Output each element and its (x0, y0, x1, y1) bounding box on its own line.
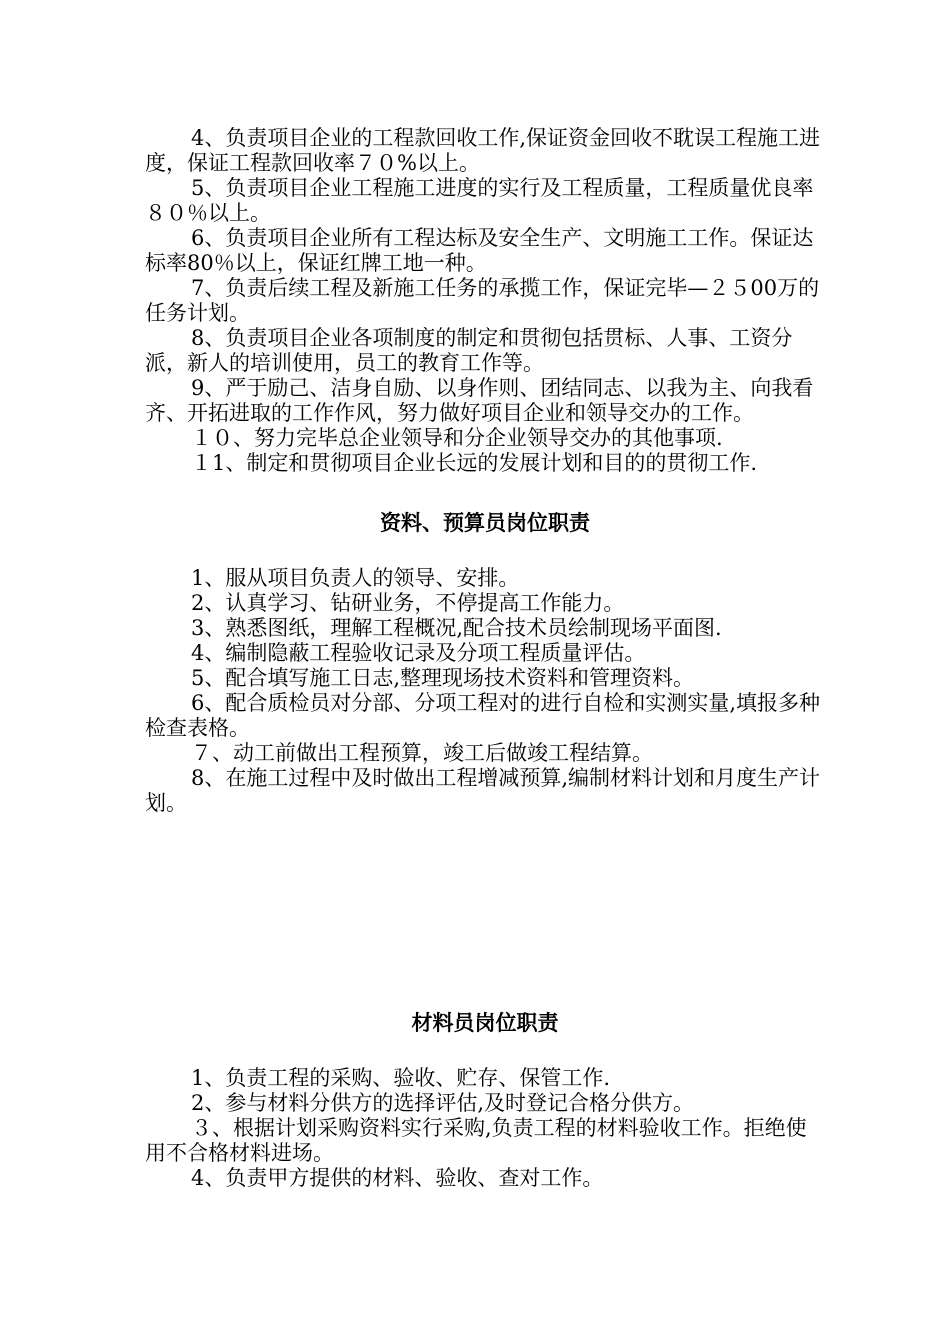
duty-item: 5、负责项目企业工程施工进度的实行及工程质量，工程质量优良率８０％以上。 (145, 176, 814, 225)
duty-item: 6、负责项目企业所有工程达标及安全生产、文明施工工作。保证达标率80％以上，保证红牌工地一种。 (145, 226, 814, 275)
duty-item: 7、负责后续工程及新施工任务的承揽工作，保证完毕—２５00万的任务计划。 (145, 276, 820, 325)
duty-item: ３、根据计划采购资料实行采购,负责工程的材料验收工作。拒绝使用不合格材料进场。 (145, 1116, 807, 1165)
duty-item: 4、编制隐蔽工程验收记录及分项工程质量评估。 (191, 641, 646, 665)
duty-item: 6、配合质检员对分部、分项工程对的进行自检和实测实量,填报多种检查表格。 (145, 691, 821, 740)
duty-item: 8、负责项目企业各项制度的制定和贯彻包括贯标、人事、工资分派，新人的培训使用，员工的教育工作等。 (145, 326, 793, 375)
duty-item: 1、服从项目负责人的领导、安排。 (191, 566, 520, 590)
document-page (145, 120, 825, 1191)
duty-item: 5、配合填写施工日志,整理现场技术资料和管理资料。 (191, 666, 695, 690)
duty-item: １０、努力完毕总企业领导和分企业领导交办的其他事项. (191, 426, 723, 450)
duty-item: ７、动工前做出工程预算，竣工后做竣工程结算。 (191, 741, 653, 765)
section-project-manager-duties (145, 126, 825, 476)
duty-item: 4、负责项目企业的工程款回收工作,保证资金回收不耽误工程施工进度，保证工程款回收率７０%以上。 (145, 126, 821, 175)
duty-item: 3、熟悉图纸，理解工程概况,配合技术员绘制现场平面图. (191, 616, 722, 640)
duty-item: 8、在施工过程中及时做出工程增减预算,编制材料计划和月度生产计划。 (145, 766, 821, 815)
section-materials-duties (145, 1066, 825, 1191)
section-heading-data-budget: 资料、预算员岗位职责 (380, 511, 590, 535)
duty-item: 2、参与材料分供方的选择评估,及时登记合格分供方。 (191, 1091, 695, 1115)
duty-item: 2、认真学习、钻研业务，不停提高工作能力。 (191, 591, 625, 615)
duty-item: １1、制定和贯彻项目企业长远的发展计划和目的的贯彻工作. (191, 451, 758, 475)
duty-item: 1、负责工程的采购、验收、贮存、保管工作. (191, 1066, 611, 1090)
section-data-budget-duties (145, 566, 825, 816)
section-heading-materials: 材料员岗位职责 (411, 1011, 559, 1035)
duty-item: 9、严于励己、洁身自励、以身作则、团结同志、以我为主、向我看齐、开拓进取的工作作风，努力做好项目企业和领导交办的工作。 (145, 376, 814, 425)
duty-item: 4、负责甲方提供的材料、验收、查对工作。 (191, 1166, 604, 1190)
